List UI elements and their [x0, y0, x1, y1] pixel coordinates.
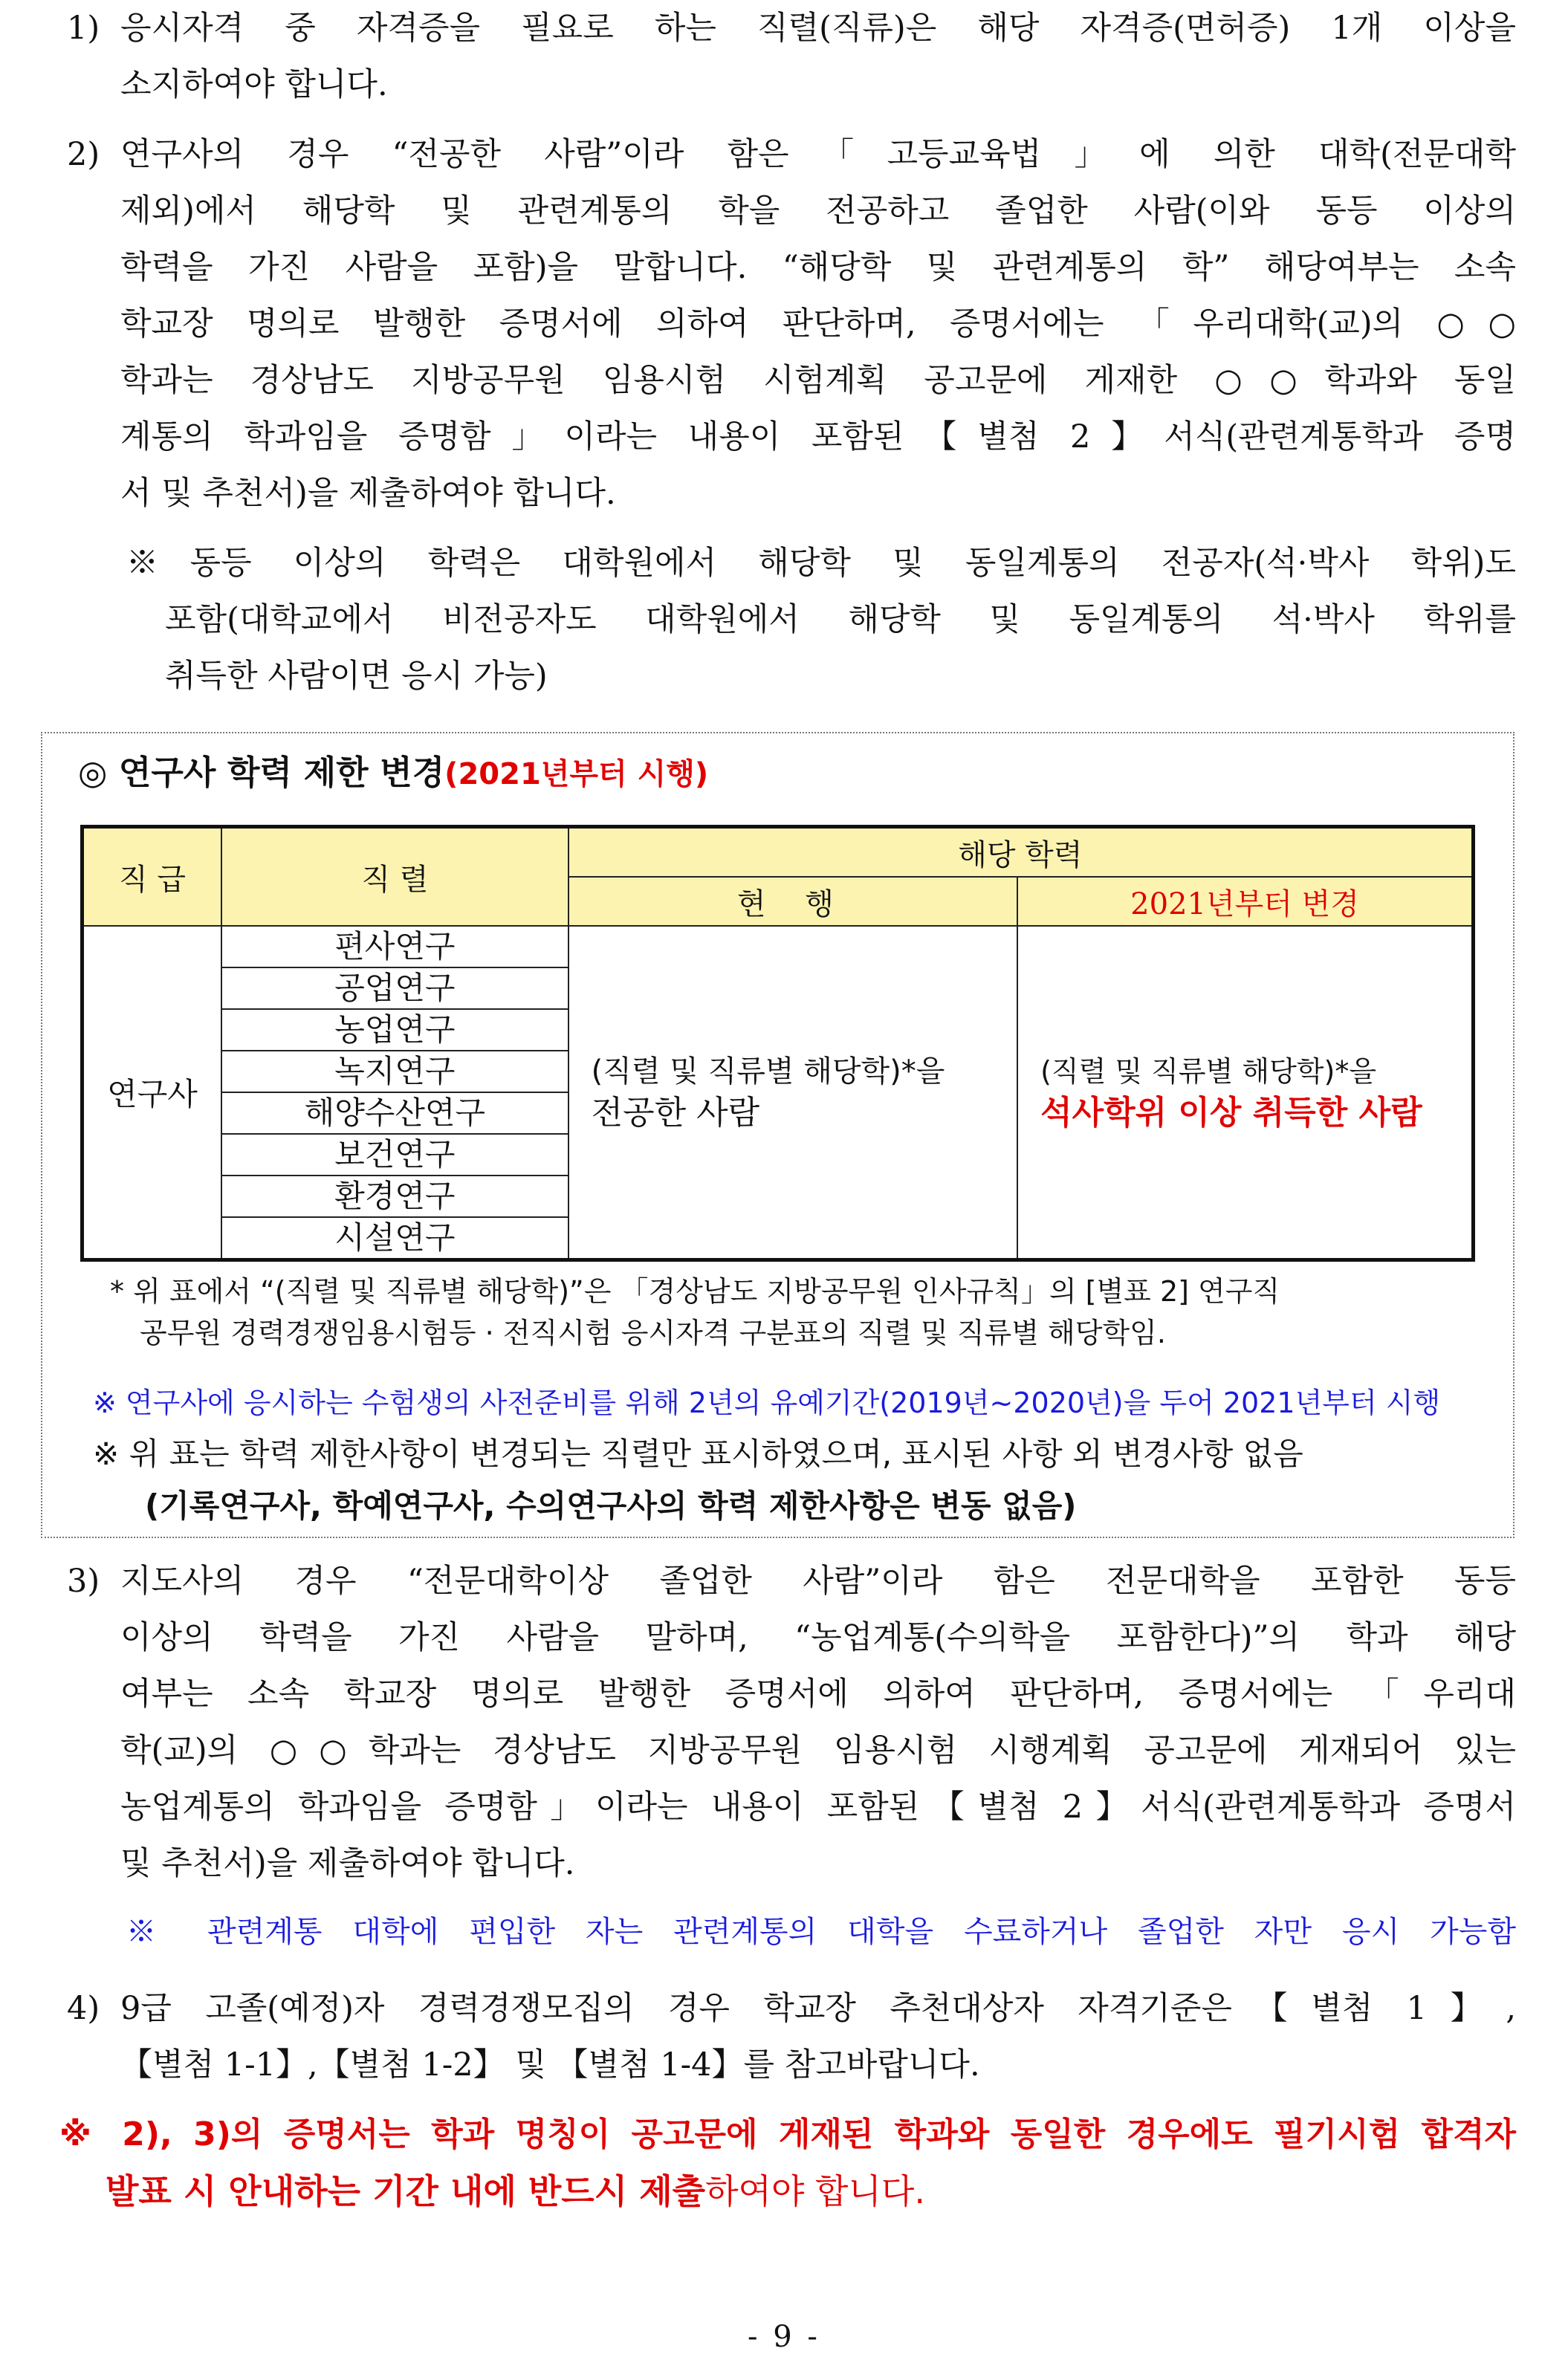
paragraph-line: 【별첨 1-1】,【별첨 1-2】 및 【별첨 1-4】를 참고바랍니다.: [120, 2046, 980, 2084]
job-item: 해양수산연구: [222, 1093, 568, 1135]
paragraph-2-note: [126, 535, 1516, 704]
paragraph-line: 학과는 경상남도 지방공무원 임용시험 시험계획 공고문에 게재한 ○○학과와 동일: [120, 362, 1516, 399]
paragraph-line: 계통의 학과임을 증명함」이라는 내용이 포함된【별첨 2】서식(관련계통학과 증명: [120, 418, 1516, 455]
paragraph-3-note: ※ 관련계통 대학에 편입한 자는 관련계통의 대학을 수료하거나 졸업한 자만 응시 가능함: [126, 1915, 1516, 1949]
job-item: 농업연구: [222, 1010, 568, 1051]
footnote-1: * 위 표에서 “(직렬 및 직류별 해당학)”은 「경상남도 지방공무원 인사규칙」의 [별표 2] 연구직 공무원 경력경쟁임용시험등 · 전직시험 응시자격 구분표의 직렬 및 직류별 해당학임.: [110, 1275, 1280, 1349]
job-item: 보건연구: [222, 1135, 568, 1176]
footnote-2: ※ 연구사에 응시하는 수험생의 사전준비를 위해 2년의 유예기간(2019년~2020년)을 두어 2021년부터 시행: [93, 1387, 1441, 1419]
current-requirement: (직렬 및 직류별 해당학)*을 전공한 사람: [568, 926, 1017, 1260]
footnote-4: (기록연구사, 학예연구사, 수의연구사의 학력 제한사항은 변동 없음): [145, 1488, 1077, 1524]
paragraph-line: 응시자격 중 자격증을 필요로 하는 직렬(직류)은 해당 자격증(면허증) 1개 이상을: [120, 10, 1516, 47]
paragraph-line: 및 추천서)을 제출하여야 합니다.: [120, 1845, 575, 1882]
job-item: 시설연구: [334, 1219, 456, 1256]
paragraph-line: 연구사의 경우 “전공한 사람”이라 함은「고등교육법」에 의한 대학(전문대학: [120, 136, 1516, 173]
paragraph-line: 학(교)의 ○○학과는 경상남도 지방공무원 임용시험 시행계획 공고문에 게재되어 있는: [120, 1732, 1516, 1769]
box-title: ◎ 연구사 학력 제한 변경(2021년부터 시행): [78, 753, 709, 792]
warning-line: ※ 2), 3)의 증명서는 학과 명칭이 공고문에 게재된 학과와 동일한 경우에도 필기시험 합격자: [59, 2115, 1516, 2153]
header-2021: 2021년부터 변경: [1017, 877, 1473, 926]
job-item: 녹지연구: [222, 1051, 568, 1093]
item-number: 3): [67, 1563, 100, 1600]
header-education: 해당 학력: [568, 827, 1474, 878]
paragraph-line: 소지하여야 합니다.: [120, 66, 388, 103]
note-line: 취득한 사람이면 응시 가능): [165, 658, 548, 695]
note-line: 포함(대학교에서 비전공자도 대학원에서 해당학 및 동일계통의 석·박사 학위를: [165, 601, 1516, 638]
item-number: 4): [67, 1990, 100, 2027]
footnote-3: ※ 위 표는 학력 제한사항이 변경되는 직렬만 표시하였으며, 표시된 사항 외 변경사항 없음: [93, 1436, 1303, 1472]
paragraph-2: [67, 126, 1516, 522]
education-table: [80, 825, 1475, 1262]
header-current: 현 행: [568, 877, 1017, 926]
paragraph-line: 서 및 추천서)을 제출하여야 합니다.: [120, 475, 616, 512]
paragraph-line: 농업계통의 학과임을 증명함」이라는 내용이 포함된【별첨 2】서식(관련계통학과 증명서: [120, 1789, 1516, 1826]
job-item: 환경연구: [222, 1176, 568, 1218]
page-number: - 9 -: [748, 2320, 820, 2354]
jobs-cell: [221, 926, 568, 1260]
paragraph-line: 이상의 학력을 가진 사람을 말하며, “농업계통(수의학을 포함한다)”의 학과 해당: [120, 1619, 1516, 1656]
paragraph-4: [67, 1980, 1516, 2093]
warning-note: [59, 2107, 1516, 2220]
box-title-red: (2021년부터 시행): [444, 757, 709, 791]
paragraph-line: 학력을 가진 사람을 포함)을 말합니다. “해당학 및 관련계통의 학” 해당여부는 소속: [120, 249, 1516, 286]
paragraph-line: 지도사의 경우 “전문대학이상 졸업한 사람”이라 함은 전문대학을 포함한 동등: [120, 1563, 1516, 1600]
job-item: 편사연구: [222, 927, 568, 968]
warning-line: 발표 시 안내하는 기간 내에 반드시 제출하여야 합니다.: [106, 2171, 925, 2211]
header-grade: 직 급: [82, 827, 222, 927]
paragraph-1: [67, 0, 1516, 113]
paragraph-3: [67, 1553, 1516, 1892]
item-number: 2): [67, 136, 100, 173]
item-number: 1): [67, 10, 100, 47]
paragraph-line: 9급 고졸(예정)자 경력경쟁모집의 경우 학교장 추천대상자 자격기준은【별첨 1】,: [120, 1990, 1516, 2027]
note-line: ※동등 이상의 학력은 대학원에서 해당학 및 동일계통의 전공자(석·박사 학위)도: [126, 545, 1516, 582]
header-series: 직 렬: [221, 827, 568, 927]
paragraph-line: 학교장 명의로 발행한 증명서에 의하여 판단하며, 증명서에는 「우리대학(교)의 ○○: [120, 305, 1516, 343]
paragraph-line: 여부는 소속 학교장 명의로 발행한 증명서에 의하여 판단하며, 증명서에는 「우리대: [120, 1676, 1516, 1713]
new-requirement: (직렬 및 직류별 해당학)*을 석사학위 이상 취득한 사람: [1017, 926, 1473, 1260]
paragraph-line: 제외)에서 해당학 및 관련계통의 학을 전공하고 졸업한 사람(이와 동등 이상의: [120, 192, 1516, 230]
grade-cell: 연구사: [82, 926, 222, 1260]
job-item: 공업연구: [222, 968, 568, 1010]
